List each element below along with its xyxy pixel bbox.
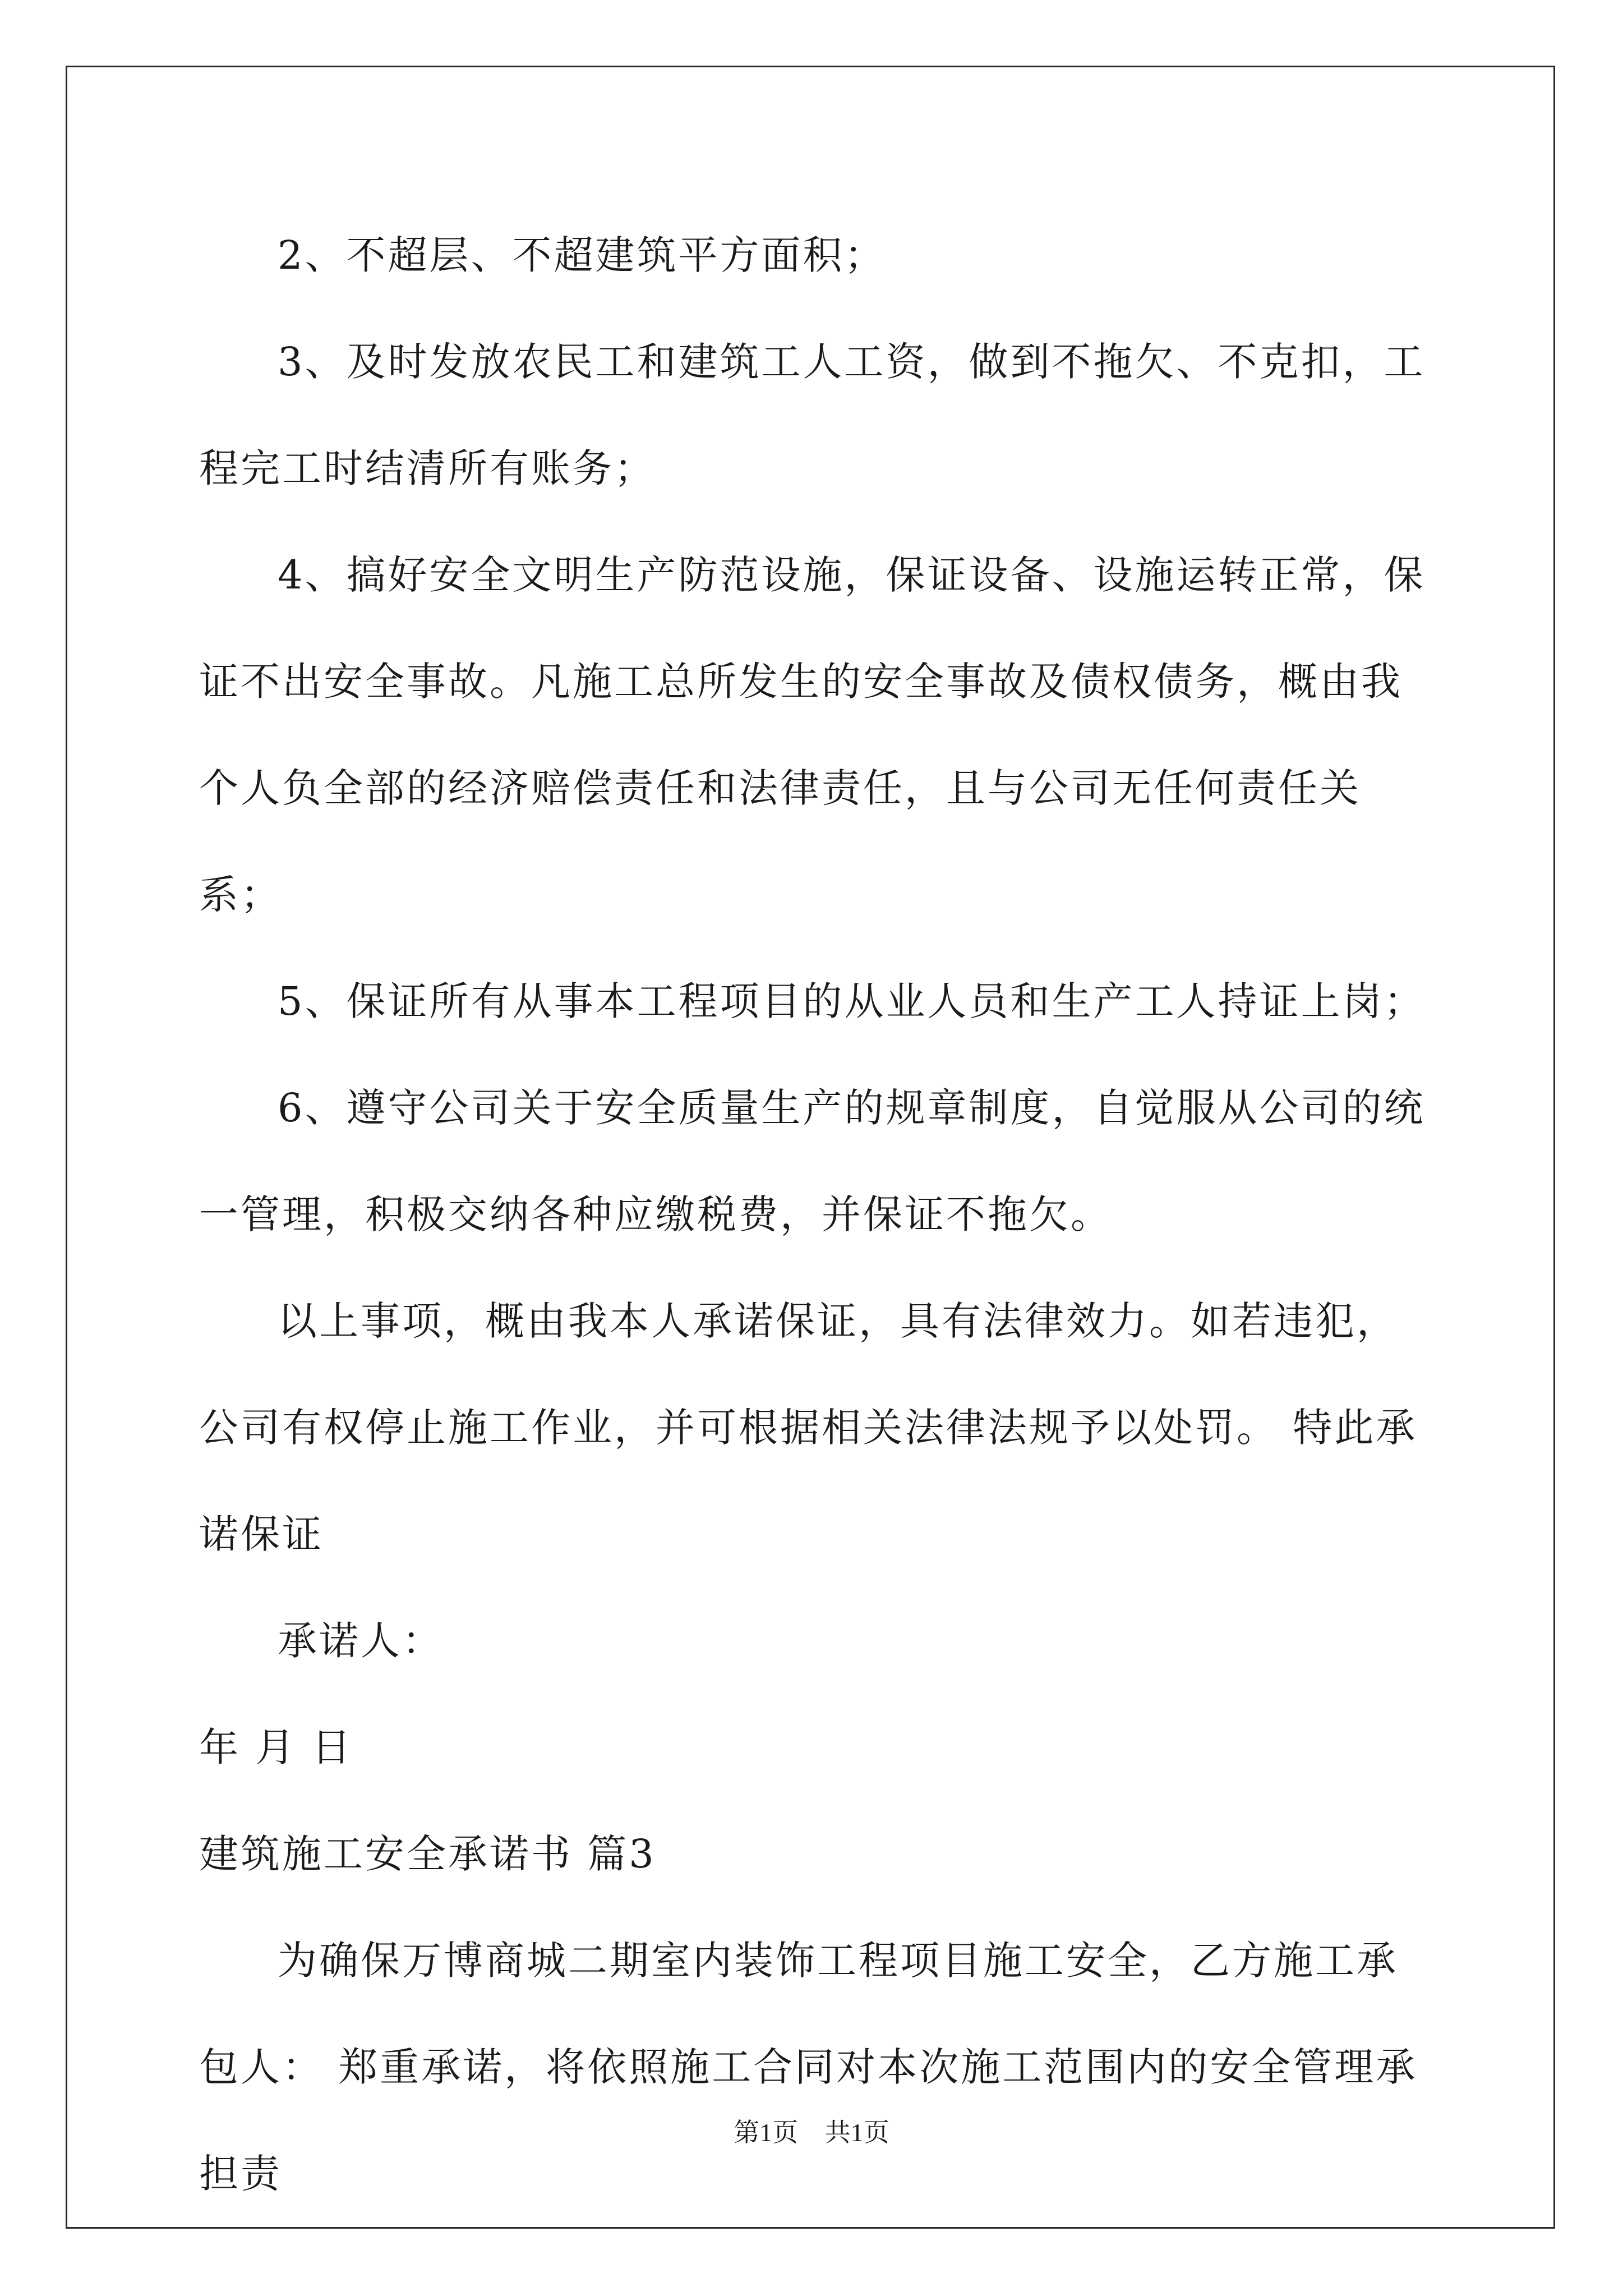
page-total: 共1页	[824, 2118, 889, 2147]
paragraph-item-4: 4、搞好安全文明生产防范设施，保证设备、设施运转正常，保证不出安全事故。凡施工总所发生的安全事故及债权债务，概由我个人负全部的经济赔偿责任和法律责任，且与公司无任何责任关系；	[199, 552, 1426, 918]
section-heading: 建筑施工安全承诺书 篇3	[199, 1831, 656, 1877]
paragraph-item-2: 2、不超层、不超建筑平方面积；	[278, 232, 886, 278]
paragraph-item-5: 5、保证所有从事本工程项目的从业人员和生产工人持证上岗；	[278, 978, 1426, 1024]
date-line: 年 月 日	[199, 1724, 353, 1770]
page-footer	[0, 2116, 1623, 2150]
signatory-line: 承诺人：	[278, 1618, 444, 1664]
page-number: 第1页	[734, 2118, 799, 2147]
paragraph-intro: 为确保万博商城二期室内装饰工程项目施工安全，乙方施工承包人： 郑重承诺，将依照施工合同对本次施工范围内的安全管理承担责	[199, 1938, 1418, 2197]
document-body	[199, 202, 1427, 2227]
paragraph-item-6: 6、遵守公司关于安全质量生产的规章制度，自觉服从公司的统一管理，积极交纳各种应缴税费，并保证不拖欠。	[199, 1085, 1426, 1237]
paragraph-conclusion: 以上事项，概由我本人承诺保证，具有法律效力。如若违犯，公司有权停止施工作业，并可根据相关法律法规予以处罚。 特此承诺保证	[199, 1298, 1418, 1557]
paragraph-item-3: 3、及时发放农民工和建筑工人工资，做到不拖欠、不克扣，工程完工时结清所有账务；	[199, 339, 1426, 491]
